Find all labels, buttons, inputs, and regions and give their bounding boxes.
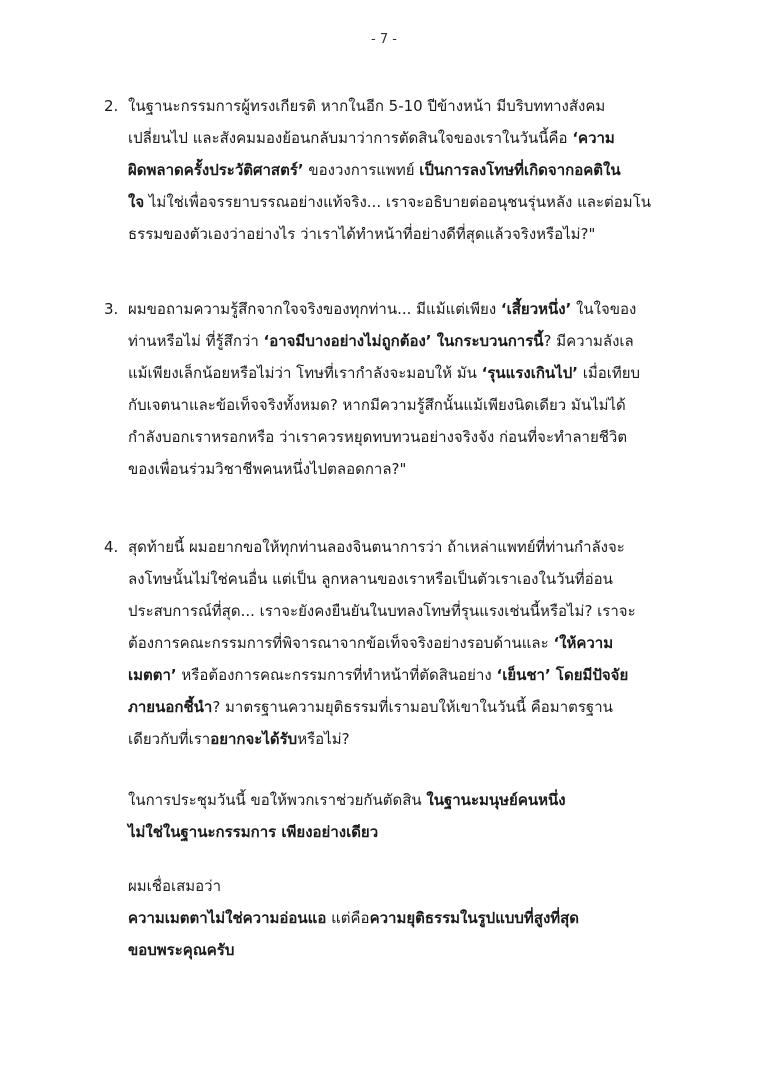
bold-text-run: ภายนอกชี้นำ <box>128 698 213 716</box>
text-line <box>128 186 694 218</box>
text-line <box>128 563 694 595</box>
closing-paragraph-belief <box>128 870 688 934</box>
bold-text-run: ความยุติธรรมในรูปแบบที่สูงที่สุด <box>369 909 580 927</box>
bold-text-run: ในฐานะมนุษย์คนหนึ่ง <box>426 791 566 809</box>
text-run: กับเจตนาและข้อเท็จจริงทั้งหมด? หากมีความรู้สึกนั้นแม้เพียงนิดเดียว มันไม่ได้ <box>128 396 626 414</box>
text-line <box>128 357 694 389</box>
text-run: แต่คือ <box>326 909 370 927</box>
text-line <box>128 325 694 357</box>
text-run: ผมขอถามความรู้สึกจากใจจริงของทุกท่าน... มีแม้แต่เพียง <box>128 300 501 318</box>
bold-text-run: ‘อาจมีบางอย่างไม่ถูกต้อง’ ในกระบวนการนี้ <box>263 332 544 350</box>
text-line <box>128 870 688 902</box>
item-number: 4. <box>104 538 119 556</box>
text-line <box>128 90 694 122</box>
text-run: ประสบการณ์ที่สุด... เราจะยังคงยืนยันในบทลงโทษที่รุนแรงเช่นนี้หรือไม่? เราจะ <box>128 602 636 620</box>
numbered-item-4 <box>104 531 694 755</box>
text-run: หรือไม่? <box>297 730 350 748</box>
bold-text-run: ‘รุนแรงเกินไป’ <box>481 364 578 382</box>
text-line <box>128 627 694 659</box>
text-run: ท่านหรือไม่ ที่รู้สึกว่า <box>128 332 264 350</box>
text-line <box>128 154 694 186</box>
bold-text-run: อยากจะได้รับ <box>210 730 298 748</box>
text-line <box>128 723 694 755</box>
numbered-item-3 <box>104 293 694 485</box>
bold-text-run: ‘ความ <box>572 129 615 147</box>
text-line <box>128 122 694 154</box>
bold-text-run: เป็นการลงโทษที่เกิดจากอคติใน <box>419 161 621 179</box>
text-line <box>128 389 694 421</box>
text-run: เมื่อเทียบ <box>577 364 641 382</box>
text-run: ของเพื่อนร่วมวิชาชีพคนหนึ่งไปตลอดกาล?" <box>128 460 407 478</box>
text-line <box>128 453 694 485</box>
text-run: ต้องการคณะกรรมการที่พิจารณาจากข้อเท็จจริงอย่างรอบด้านและ <box>128 634 554 652</box>
closing-thanks <box>128 934 688 966</box>
closing-paragraph-request <box>128 784 688 848</box>
bold-text-run: ขอบพระคุณครับ <box>128 941 235 959</box>
bold-text-run: ‘เย็นชา’ โดยมีปัจจัย <box>496 666 629 684</box>
text-run: เดียวกับที่เรา <box>128 730 211 748</box>
text-line <box>128 421 694 453</box>
bold-text-run: ใจ <box>128 193 145 211</box>
text-line <box>128 691 694 723</box>
page-number: - 7 - <box>371 32 397 47</box>
bold-text-run: ‘ให้ความ <box>553 634 614 652</box>
text-run: ? มีความลังเล <box>543 332 634 350</box>
text-run: ไม่ใช่เพื่อจรรยาบรรณอย่างแท้จริง... เราจะอธิบายต่ออนุชนรุ่นหลัง และต่อมโน <box>144 193 652 211</box>
item-body <box>128 293 694 485</box>
text-run: ในการประชุมวันนี้ ขอให้พวกเราช่วยกันตัดสิน <box>128 791 427 809</box>
text-run: ? มาตรฐานความยุติธรรมที่เรามอบให้เขาในวันนี้ คือมาตรฐาน <box>212 698 613 716</box>
text-line <box>128 934 688 966</box>
bold-text-run: ‘เสี้ยวหนึ่ง’ <box>500 300 572 318</box>
text-run: ในฐานะกรรมการผู้ทรงเกียรติ หากในอีก 5-10 ปีข้างหน้า มีบริบททางสังคม <box>128 97 606 115</box>
text-run: ผมเชื่อเสมอว่า <box>128 877 222 895</box>
text-run: ลงโทษนั้นไม่ใช่คนอื่น แต่เป็น ลูกหลานของเราหรือเป็นตัวเราเองในวันที่อ่อน <box>128 570 613 588</box>
item-number: 3. <box>104 300 119 318</box>
text-line <box>128 902 688 934</box>
text-line <box>128 218 694 250</box>
text-line <box>128 784 688 816</box>
bold-text-run: ความเมตตาไม่ใช่ความอ่อนแอ <box>128 909 327 927</box>
numbered-item-2 <box>104 90 694 250</box>
text-line <box>128 293 694 325</box>
text-run: สุดท้ายนี้ ผมอยากขอให้ทุกท่านลองจินตนาการว่า ถ้าเหล่าแพทย์ที่ท่านกำลังจะ <box>128 538 625 556</box>
bold-text-run: ผิดพลาดครั้งประวัติศาสตร์’ <box>128 161 304 179</box>
text-line <box>128 659 694 691</box>
text-run: ธรรมของตัวเองว่าอย่างไร ว่าเราได้ทำหน้าที่อย่างดีที่สุดแล้วจริงหรือไม่?" <box>128 225 596 243</box>
text-run: หรือต้องการคณะกรรมการที่ทำหน้าที่ตัดสินอย่าง <box>176 666 497 684</box>
text-line <box>128 531 694 563</box>
text-run: เปลี่ยนไป และสังคมมองย้อนกลับมาว่าการตัดสินใจของเราในวันนี้คือ <box>128 129 573 147</box>
bold-text-run: ไม่ใช่ในฐานะกรรมการ เพียงอย่างเดียว <box>128 823 379 841</box>
item-number: 2. <box>104 97 119 115</box>
bold-text-run: เมตตา’ <box>128 666 177 684</box>
text-run: ในใจของ <box>571 300 637 318</box>
text-run: ของวงการแพทย์ <box>303 161 420 179</box>
text-run: แม้เพียงเล็กน้อยหรือไม่ว่า โทษที่เรากำลังจะมอบให้ มัน <box>128 364 482 382</box>
text-line <box>128 816 688 848</box>
text-line <box>128 595 694 627</box>
item-body <box>128 531 694 755</box>
item-body <box>128 90 694 250</box>
text-run: กำลังบอกเราหรอกหรือ ว่าเราควรหยุดทบทวนอย่างจริงจัง ก่อนที่จะทำลายชีวิต <box>128 428 628 446</box>
